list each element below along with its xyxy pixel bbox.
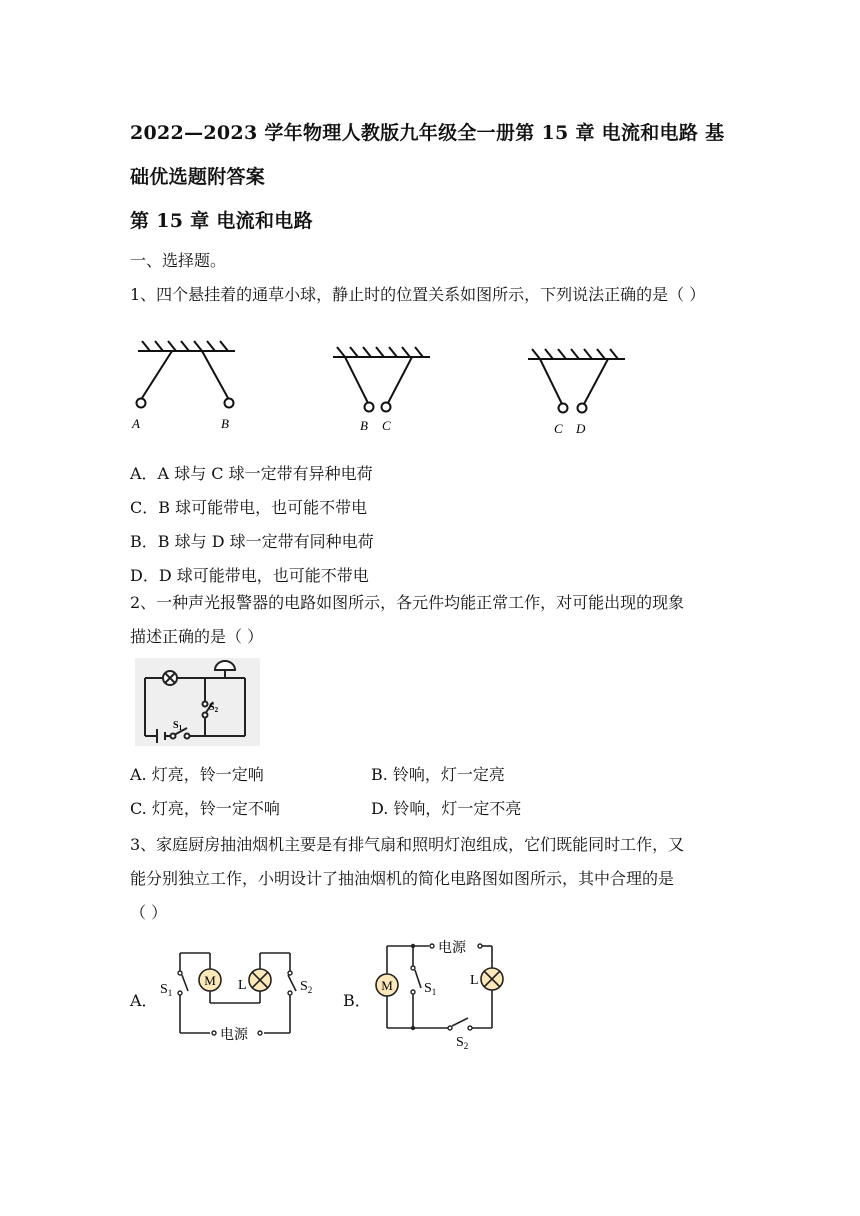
- q2-option-c: C. 灯亮，铃一定不响: [130, 799, 280, 818]
- q3a-label-power: 电源: [220, 1028, 248, 1043]
- q1-option-1: A．A 球与 C 球一定带有异种电荷: [130, 464, 373, 483]
- q3a-label-l: L: [238, 978, 247, 993]
- q3b-motor-icon: [376, 974, 398, 996]
- q3a-label-s2: $S_2$: [300, 979, 313, 995]
- q1-label-c: C: [382, 418, 391, 433]
- q2-label-s2: $S_2$: [209, 702, 219, 714]
- q1-label-b2: B: [360, 418, 368, 433]
- q1-label-b: B: [221, 416, 229, 431]
- chapter-heading: 第 15 章 电流和电路: [130, 210, 313, 232]
- section-heading: 一、选择题。: [130, 251, 227, 270]
- q2-lamp-icon: [163, 671, 177, 685]
- q2-option-a: A. 灯亮，铃一定响: [130, 765, 264, 784]
- q1-label-a: A: [132, 416, 140, 431]
- q3b-label-s2: $S_2$: [456, 1035, 469, 1051]
- q3b-label-power: 电源: [438, 941, 466, 956]
- q3b-label-s1: $S_1$: [424, 981, 437, 997]
- q3-figure-a-circuit: [158, 945, 328, 1045]
- question-1-stem: 1、四个悬挂着的通草小球，静止时的位置关系如图所示，下列说法正确的是（ ）: [130, 285, 706, 304]
- q1-label-c2: C: [554, 421, 563, 436]
- q3a-lamp-icon: [249, 969, 271, 991]
- document-title-line2: 础优选题附答案: [130, 166, 266, 188]
- q1-pair-cd: [528, 349, 625, 413]
- document-title-line1: 2022—2023 学年物理人教版九年级全一册第 15 章 电流和电路 基: [130, 122, 725, 144]
- question-3-stem-line2: 能分别独立工作，小明设计了抽油烟机的简化电路图如图所示，其中合理的是: [130, 869, 675, 888]
- q1-option-4: D．D 球可能带电，也可能不带电: [130, 566, 369, 585]
- question-3-stem-line3: （ ）: [130, 903, 168, 922]
- q3-option-b-label: B．: [343, 991, 371, 1010]
- q3-figure-b-circuit: [372, 936, 512, 1051]
- svg-text:M: M: [381, 978, 393, 993]
- q2-figure-alarm-circuit: [135, 658, 265, 748]
- question-3-stem-line1: 3、家庭厨房抽油烟机主要是有排气扇和照明灯泡组成，它们既能同时工作，又: [130, 835, 685, 854]
- q3a-motor-icon: [199, 969, 221, 991]
- svg-text:M: M: [204, 973, 216, 988]
- q3b-label-l: L: [470, 973, 479, 988]
- q1-label-d: D: [576, 421, 586, 436]
- q2-option-d: D. 铃响，灯一定不亮: [371, 799, 522, 818]
- q1-option-3: B．B 球与 D 球一定带有同种电荷: [130, 532, 374, 551]
- q2-option-b: B. 铃响，灯一定亮: [371, 765, 505, 784]
- q3b-lamp-icon: [481, 968, 503, 990]
- question-2-stem-line1: 2、一种声光报警器的电路如图所示，各元件均能正常工作，对可能出现的现象: [130, 593, 685, 612]
- q3a-label-s1: $S_1$: [160, 982, 173, 998]
- q1-pair-bc: [333, 347, 430, 412]
- q1-figure-ball-pairs: [130, 335, 690, 445]
- q3-option-a-label: A．: [130, 991, 158, 1010]
- q1-option-2: C．B 球可能带电，也可能不带电: [130, 498, 368, 517]
- q2-label-s1: $S_1$: [173, 720, 183, 732]
- question-2-stem-line2: 描述正确的是（ ）: [130, 627, 264, 646]
- q1-pair-ab: [137, 341, 236, 408]
